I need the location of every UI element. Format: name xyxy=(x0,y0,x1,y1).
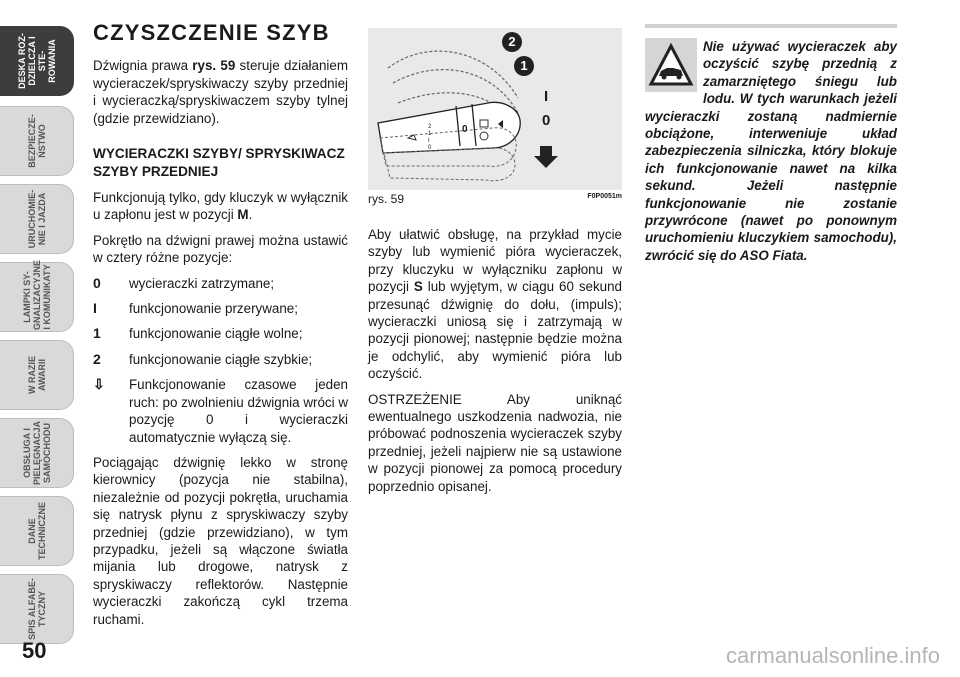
list-item: 2 funkcjonowanie ciągłe szybkie; xyxy=(93,350,313,367)
figure-caption: rys. 59 F0P0051m xyxy=(368,192,622,206)
positions-intro: Pokrętło na dźwigni prawej można ustawić w cztery różne pozycje: xyxy=(93,232,348,266)
section-heading: WYCIERACZKI SZYBY/ SPRYSKIWACZ SZYBY PRZEDNIEJ xyxy=(93,146,345,180)
figure-code: F0P0051m xyxy=(587,193,622,200)
list-item: 1 funkcjonowanie ciągłe wolne; xyxy=(93,325,303,342)
pull-paragraph: Pociągając dźwignię lekko w stronę kierownicy (pozycja nie stabilna), niezależnie od pozycji pokrętła, uruchamia się natrysk płynu z spryskiwaczy szyby przedniej (gdzie przewidziano), w tym przypadku, jeżeli są włączone światła mijania lub drogowe, natrysk z spryskiwaczy reflektorów. Następnie wycieraczki zakończą cykl trzema ruchami. xyxy=(93,454,348,627)
tab-deska-rozdzielcza[interactable]: DESKA ROZ- DZIELCZA I STE- ROWANIA xyxy=(0,26,74,96)
lever-mark-scale: 2 1 I 0 xyxy=(428,124,432,151)
warning-icon xyxy=(645,38,697,92)
label-I: I xyxy=(544,88,549,105)
figure-wiper-lever xyxy=(368,28,622,190)
key-position-paragraph: Funkcjonują tylko, gdy kluczyk w wyłącznik u zapłonu jest w pozycji M. xyxy=(93,190,348,223)
tab-spis-alfabetyczny[interactable]: SPIS ALFABE- TYCZNY xyxy=(0,574,74,644)
lever-mark-0: 0 xyxy=(462,124,468,135)
tab-w-razie-awarii[interactable]: W RAZIE AWARII xyxy=(0,340,74,410)
tab-dane-techniczne[interactable]: DANE TECHNICZNE xyxy=(0,496,74,566)
watermark: carmanualsonline.info xyxy=(725,643,940,668)
page-title: CZYSZCZENIE SZYB xyxy=(93,20,330,45)
service-paragraph: Aby ułatwić obsługę, na przykład mycie szyby lub wymienić pióra wycieraczek, przy kluczyku w wyłączniku zapłonu w pozycji S lub wyjętym, w ciągu 60 sekund przesunąć dźwignię do dołu, (impuls); wycieraczki uniosą się i zatrzymają w pozycji pionowej; następnie będzie można je odchylić, aby wymienić pióra lub oczyścić. xyxy=(368,227,623,382)
callout-1: 1 xyxy=(520,58,528,73)
wiper-lever-illustration xyxy=(368,28,622,190)
list-item: 0 wycieraczki zatrzymane; xyxy=(93,274,275,291)
page-number: 50 xyxy=(22,638,47,663)
intro-paragraph: Dźwignia prawa rys. 59 steruje działaniem wycieraczek/spryskiwaczy szyby przedniej i wycieraczką/spryskiwaczem szyby tylnej (gdzie przewidziano). xyxy=(93,58,348,126)
left-column xyxy=(93,20,348,636)
positions-list xyxy=(93,275,348,446)
tab-uruchomienie[interactable]: URUCHOMIE- NIE I JAZDA xyxy=(0,184,74,254)
tab-lampki[interactable]: LAMPKI SY- GNALIZACYJNE I KOMUNIKATY xyxy=(0,262,74,332)
list-item: ⇩ Funkcjonowanie czasowe jeden ruch: po zwolnieniu dźwignia wróci w pozycję 0 i wycieraczki automatycznie wyłączą się. xyxy=(93,376,348,445)
caution-paragraph: OSTRZEŻENIE Aby uniknąć ewentualnego uszkodzenia nadwozia, nie próbować podnoszenia wycieraczek szyby przedniej, jeżeli najpierw nie są ustawione w pozycji pionowej za pomocą procedury poprzednio opisanej. xyxy=(368,391,622,494)
callout-2: 2 xyxy=(508,34,516,49)
label-0: 0 xyxy=(542,112,551,129)
middle-column xyxy=(368,226,622,503)
tab-obsluga[interactable]: OBSŁUGA I PIELĘGNACJA SAMOCHODU xyxy=(0,418,74,488)
list-item: I funkcjonowanie przerywane; xyxy=(93,300,298,317)
warning-text: Nie używać wycieraczek aby oczyścić szybę przednią z zamarzniętego śniegu lub lodu. W tych warunkach jeżeli wycieraczki zostaną nadmiernie obciążone, interweniuje układ zabezpieczenia silniczka, który blokuje ich funkcjonowanie nawet na kilka sekund. Jeżeli następnie funkcjonowanie nie zostanie przywrócone (nawet po ponownym uruchomieniu kluczykiem samochodu), zwrócić się do ASO Fiata. xyxy=(645,39,897,263)
tab-bezpieczenstwo[interactable]: BEZPIECZE- ŃSTWO xyxy=(0,106,74,176)
divider xyxy=(645,24,897,28)
warning-column xyxy=(645,24,897,264)
